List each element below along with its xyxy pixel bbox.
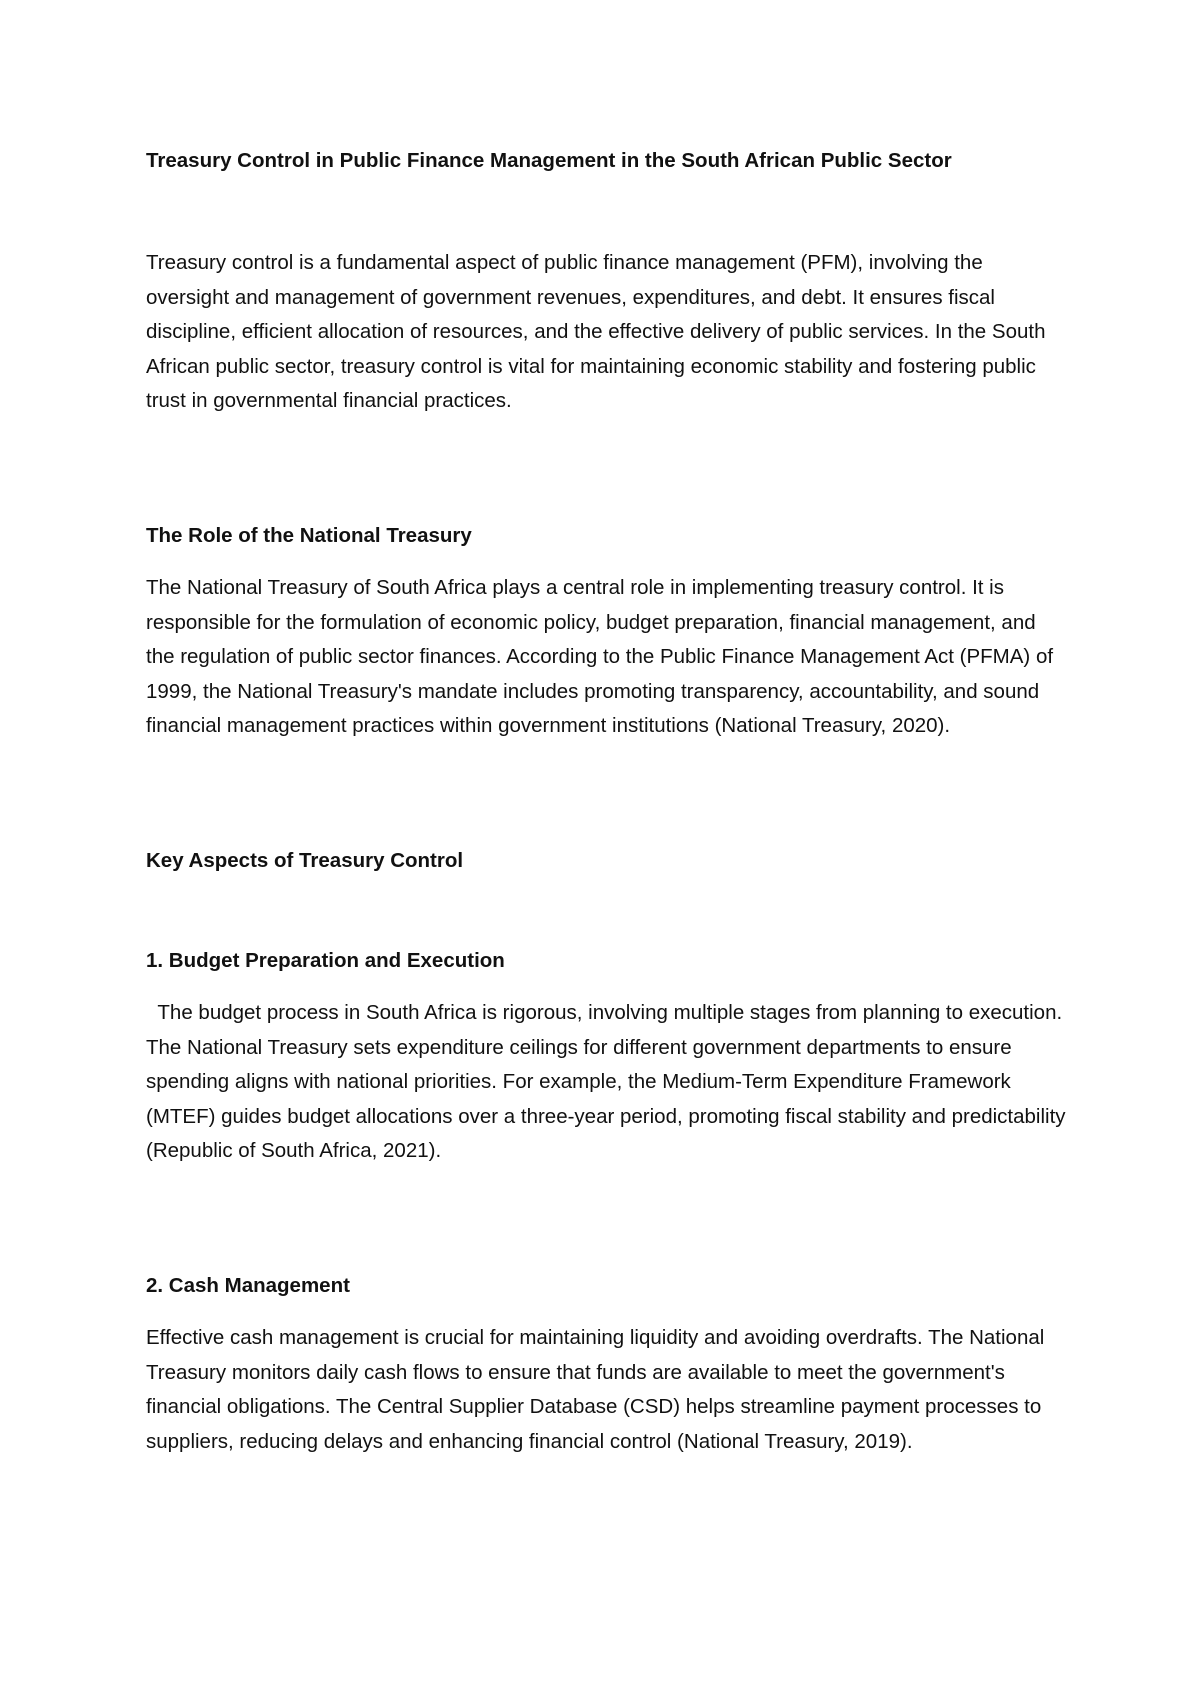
- section-body-cash-management: Effective cash management is crucial for maintaining liquidity and avoiding overdrafts. The National Treasury monitors daily cash flows to ensure that funds are available to meet the government's financial obligations. The Central Supplier Database (CSD) helps streamline payment processes to suppliers, reducing delays and enhancing financial control (National Treasury, 2019).: [146, 1326, 1045, 1453]
- section-heading-budget-preparation: 1. Budget Preparation and Execution: [146, 949, 505, 972]
- section-body-national-treasury-role: The National Treasury of South Africa plays a central role in implementing treasury control. It is responsible for the formulation of economic policy, budget preparation, financial management, and the regulation of public sector finances. According to the Public Finance Management Act (PFMA) of 1999, the National Treasury's mandate includes promoting transparency, accountability, and sound financial management practices within government institutions (National Treasury, 2020).: [146, 576, 1054, 737]
- intro-paragraph: Treasury control is a fundamental aspect of public finance management (PFM), involving the oversight and management of government revenues, expenditures, and debt. It ensures fiscal discipline, efficient allocation of resources, and the effective delivery of public services. In the South African public sector, treasury control is vital for maintaining economic stability and fostering public trust in governmental financial practices.: [146, 251, 1046, 412]
- section-heading-national-treasury-role: The Role of the National Treasury: [146, 524, 472, 547]
- budget-paragraph-text: The budget process in South Africa is rigorous, involving multiple stages from planning to execution. The National Treasury sets expenditure ceilings for different government departments to ensure spending aligns with national priorities. For example, the Medium-Term Expenditure Framework (MTEF) guides budget allocations over a three-year period, promoting fiscal stability and predictability (Republic of South Africa, 2021).: [146, 1001, 1066, 1162]
- section-heading-cash-management: 2. Cash Management: [146, 1274, 350, 1297]
- section-body-budget-preparation: [146, 996, 1066, 1169]
- section-heading-key-aspects: Key Aspects of Treasury Control: [146, 849, 464, 872]
- document-title: Treasury Control in Public Finance Management in the South African Public Sector: [146, 149, 952, 172]
